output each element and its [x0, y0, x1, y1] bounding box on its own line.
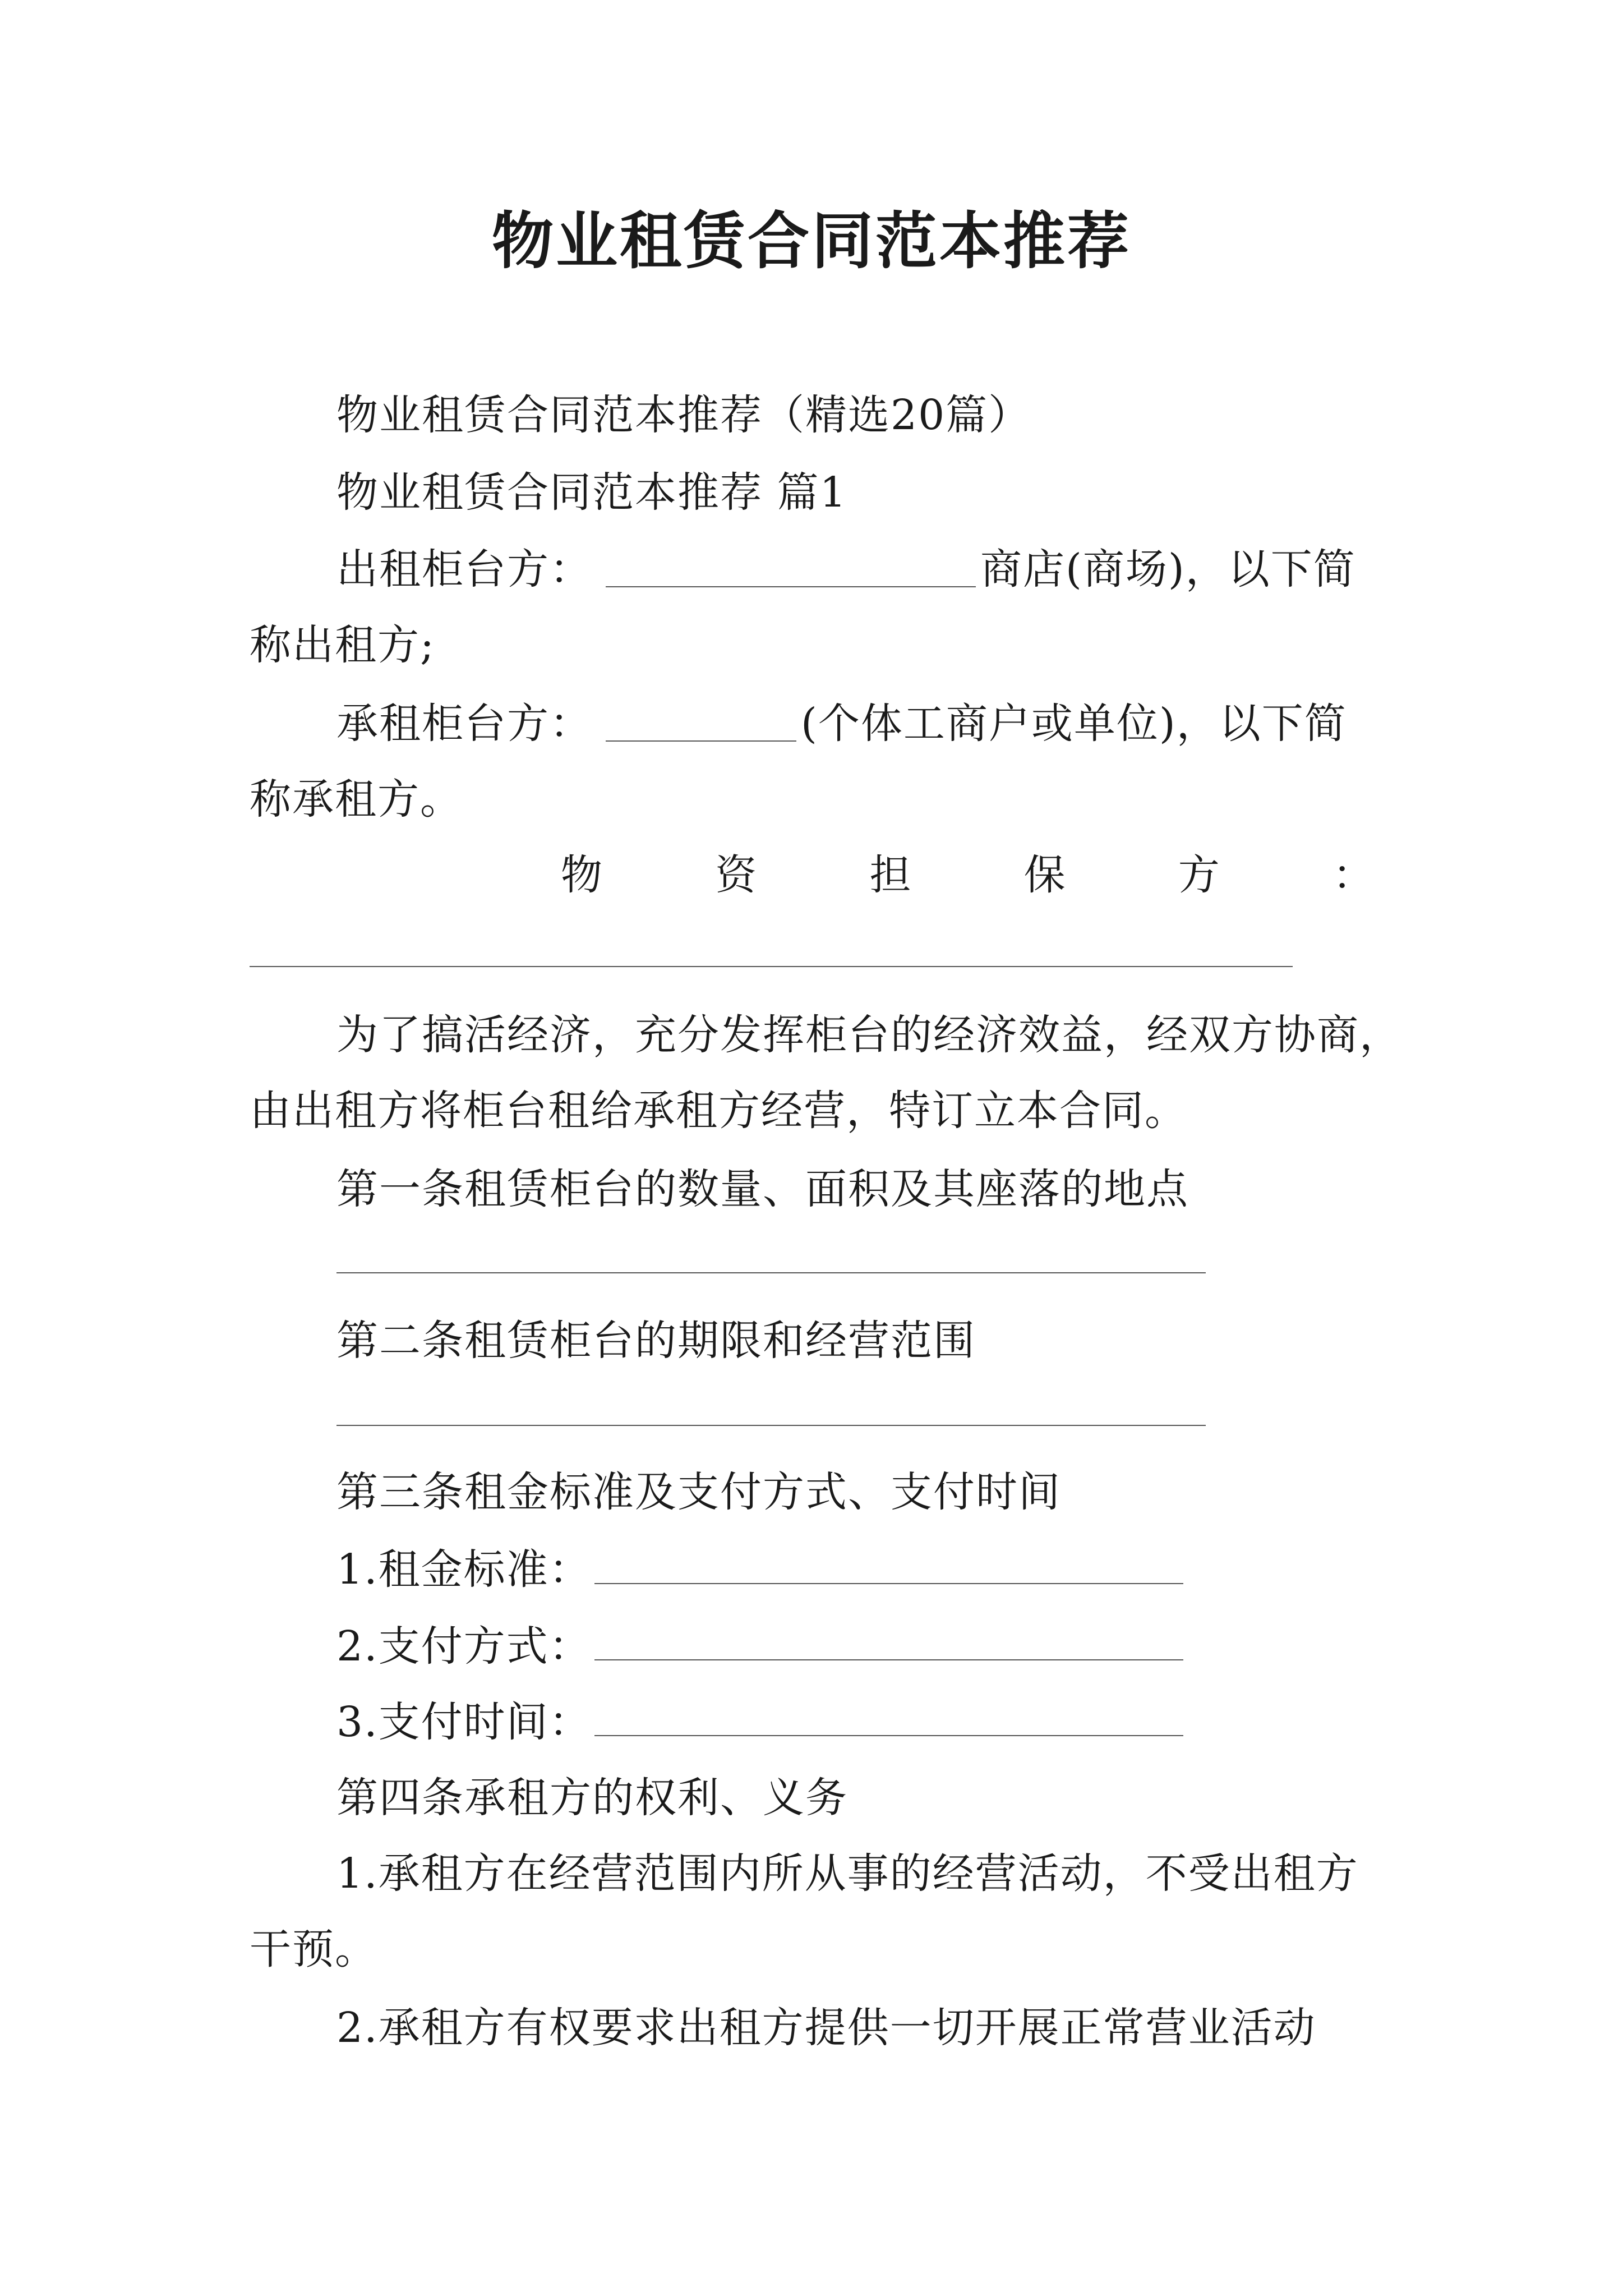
right-1-line-1: 1.承租方在经营范围内所从事的经营活动，不受出租方 — [336, 1849, 1359, 1898]
lessor-continuation: 称出租方; — [250, 621, 435, 669]
rent-standard-label: 1.租金标准： — [336, 1545, 592, 1594]
guarantor-char: 方 — [1178, 851, 1220, 899]
article-4: 第四条承租方的权利、义务 — [336, 1774, 848, 1822]
payment-method-blank — [594, 1659, 1183, 1660]
section-heading: 物业租赁合同范本推荐 篇1 — [336, 468, 847, 517]
right-1-line-2: 干预。 — [250, 1925, 377, 1973]
guarantor-char: 保 — [1023, 851, 1066, 899]
purpose-line-2: 由出租方将柜台租给承租方经营，特订立本合同。 — [250, 1087, 1187, 1135]
article-2: 第二条租赁柜台的期限和经营范围 — [336, 1317, 976, 1365]
payment-time-blank — [594, 1735, 1183, 1736]
guarantor-char: 担 — [869, 851, 911, 899]
lessor-label: 出租柜台方： — [336, 545, 592, 593]
lessor-suffix: 商店(商场)，以下简 — [980, 545, 1356, 593]
right-2-line-1: 2.承租方有权要求出租方提供一切开展正常营业活动 — [336, 2004, 1316, 2052]
lessor-name-blank — [606, 586, 976, 587]
lessee-name-blank — [606, 740, 796, 742]
rent-standard-blank — [594, 1583, 1183, 1584]
article-2-blank — [336, 1425, 1206, 1426]
article-1-blank — [336, 1272, 1206, 1273]
guarantor-char: ： — [1332, 851, 1374, 899]
guarantor-blank — [250, 966, 1293, 967]
lessee-suffix: (个体工商户或单位)，以下简 — [801, 700, 1347, 748]
payment-method-label: 2.支付方式： — [336, 1622, 592, 1671]
subtitle: 物业租赁合同范本推荐（精选20篇） — [336, 391, 1031, 439]
guarantor-char: 物 — [561, 851, 602, 899]
guarantor-label — [561, 847, 1374, 903]
lessee-label: 承租柜台方： — [336, 700, 592, 748]
article-1: 第一条租赁柜台的数量、面积及其座落的地点 — [336, 1165, 1189, 1213]
document-title: 物业租赁合同范本推荐 — [492, 205, 1131, 277]
article-3: 第三条租金标准及支付方式、支付时间 — [336, 1468, 1061, 1516]
lessee-continuation: 称承租方。 — [250, 775, 463, 823]
guarantor-char: 资 — [715, 851, 757, 899]
payment-time-label: 3.支付时间： — [336, 1698, 592, 1746]
purpose-line-1: 为了搞活经济，充分发挥柜台的经济效益，经双方协商， — [336, 1011, 1402, 1059]
